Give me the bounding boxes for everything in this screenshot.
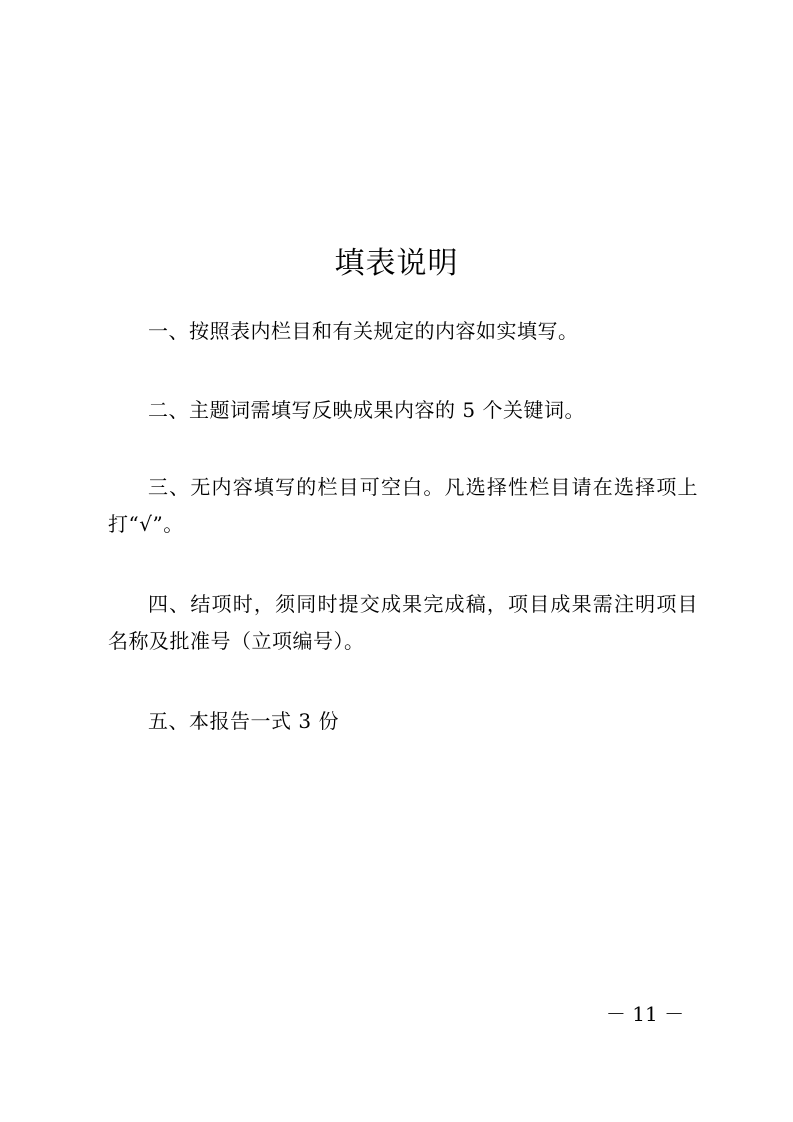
instruction-item-2: 二、主题词需填写反映成果内容的 5 个关键词。 bbox=[148, 398, 585, 422]
instruction-item-3: 三、无内容填写的栏目可空白。凡选择性栏目请在选择项上打“√”。 bbox=[108, 475, 698, 536]
instruction-item-4: 四、结项时，须同时提交成果完成稿，项目成果需注明项目名称及批准号（立项编号）。 bbox=[108, 592, 698, 653]
page-number: － 11 － bbox=[605, 1002, 685, 1026]
page-title: 填表说明 bbox=[334, 246, 459, 281]
instruction-item-5: 五、本报告一式 3 份 bbox=[148, 709, 339, 733]
instruction-item-1: 一、按照表内栏目和有关规定的内容如实填写。 bbox=[148, 319, 579, 343]
